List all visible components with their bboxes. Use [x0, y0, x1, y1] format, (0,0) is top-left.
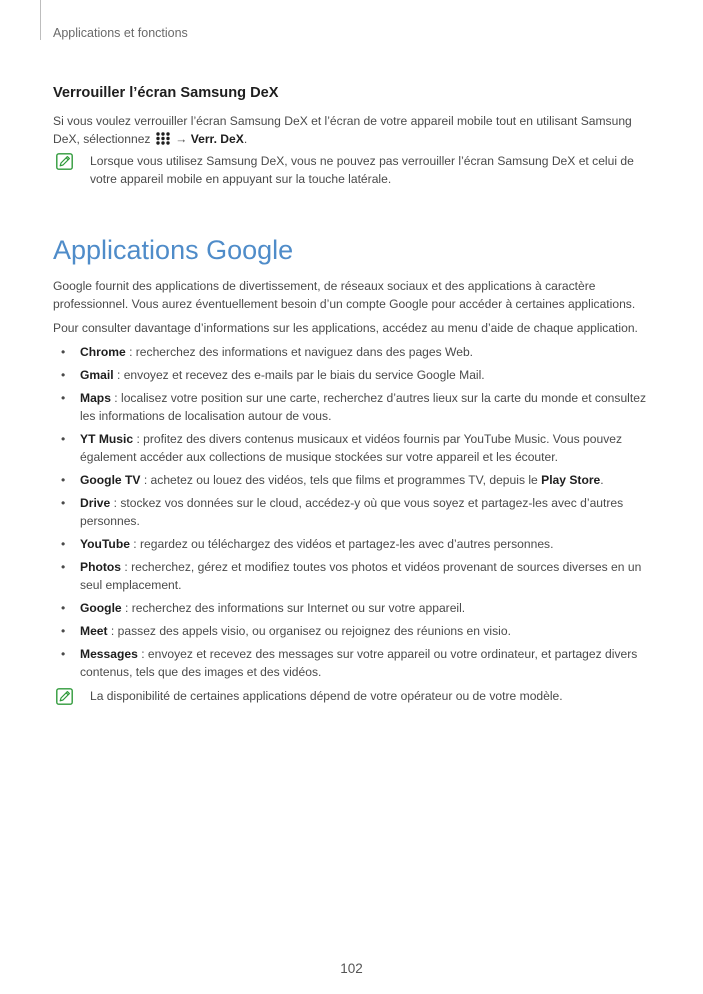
app-name: Photos — [80, 560, 121, 574]
app-desc: : envoyez et recevez des e-mails par le biais du service Google Mail. — [113, 368, 485, 382]
google-intro-1: Google fournit des applications de divertissement, de réseaux sociaux et des applications à caractère professionnel. Vous aurez éventuellement besoin d’un compte Google pour accéder à certaines applications. — [53, 279, 636, 311]
list-item-google — [53, 599, 653, 617]
app-desc: : stockez vos données sur le cloud, accédez-y où que vous soyez et partagez-les avec d’autres personnes. — [80, 496, 624, 528]
app-name: YT Music — [80, 432, 134, 446]
list-item-messages — [53, 645, 653, 681]
app-name: Google TV — [80, 473, 141, 487]
app-name: Messages — [80, 647, 138, 661]
arrow-glyph: → — [175, 132, 188, 146]
dex-instruction-text: Si vous voulez verrouiller l’écran Samsung DeX et l’écran de votre appareil mobile tout en utilisant Samsung DeX, sélectionnez — [53, 114, 632, 146]
chapter-header: Applications et fonctions — [53, 26, 188, 40]
app-desc: : passez des appels visio, ou organisez ou rejoignez des réunions en visio. — [107, 624, 511, 638]
bullet: • — [61, 496, 66, 510]
bullet: • — [61, 432, 66, 446]
app-desc: : recherchez, gérez et modifiez toutes vos photos et vidéos provenant de sources diverses en un seul emplacement. — [80, 560, 642, 592]
bullet: • — [61, 473, 66, 487]
app-desc: : regardez ou téléchargez des vidéos et partagez-les avec d’autres personnes. — [129, 537, 554, 551]
app-name: Drive — [80, 496, 111, 510]
app-name: Google — [80, 601, 122, 615]
play-store-name: Play Store — [541, 473, 601, 487]
google-note-text: La disponibilité de certaines applications dépend de votre opérateur ou de votre modèle. — [90, 689, 563, 703]
list-item-meet — [53, 622, 653, 640]
app-desc: : recherchez des informations et naviguez dans des pages Web. — [125, 345, 474, 359]
dex-note — [53, 152, 653, 188]
list-item-gmail — [53, 366, 653, 384]
app-desc: : localisez votre position sur une carte, recherchez d’autres lieux sur la carte du monde et consultez les informations de localisation autour de vous. — [80, 391, 647, 423]
google-apps-list — [53, 343, 653, 681]
app-desc: : envoyez et recevez des messages sur votre appareil ou votre ordinateur, et partagez divers contenus, tels que des images et des vidéos. — [80, 647, 638, 679]
bullet: • — [61, 368, 66, 382]
list-item-photos — [53, 558, 653, 594]
bullet: • — [61, 345, 66, 359]
list-item-youtube — [53, 535, 653, 553]
note-pencil-icon — [56, 688, 73, 705]
app-name: Gmail — [80, 368, 114, 382]
bullet: • — [61, 537, 66, 551]
list-item-yt-music — [53, 430, 653, 466]
app-name: YouTube — [80, 537, 130, 551]
dex-section-title: Verrouiller l’écran Samsung DeX — [53, 85, 279, 101]
google-intro-2: Pour consulter davantage d’informations sur les applications, accédez au menu d’aide de chaque application. — [53, 321, 638, 335]
app-name: Meet — [80, 624, 108, 638]
bullet: • — [61, 560, 66, 574]
list-item-google-tv — [53, 471, 653, 489]
page-content — [53, 84, 653, 705]
list-item-drive — [53, 494, 653, 530]
bullet: • — [61, 601, 66, 615]
page-number: 102 — [340, 961, 363, 976]
bullet: • — [61, 391, 66, 405]
google-note — [53, 687, 653, 705]
app-name: Maps — [80, 391, 111, 405]
google-section-title: Applications Google — [53, 235, 294, 265]
app-desc: : profitez des divers contenus musicaux et vidéos fournis par YouTube Music. Vous pouvez également accéder aux collections de musique stockées sur votre appareil et les écouter. — [80, 432, 623, 464]
list-item-chrome — [53, 343, 653, 361]
header-rule — [40, 0, 41, 40]
dex-instruction-end: . — [243, 132, 248, 146]
bullet: • — [61, 647, 66, 661]
dex-instruction — [53, 112, 653, 148]
bullet: • — [61, 624, 66, 638]
app-name: Chrome — [80, 345, 126, 359]
note-pencil-icon — [56, 153, 73, 170]
app-desc: : recherchez des informations sur Internet ou sur votre appareil. — [121, 601, 466, 615]
dex-note-text: Lorsque vous utilisez Samsung DeX, vous ne pouvez pas verrouiller l’écran Samsung DeX et celui de votre appareil mobile en appuyant sur la touche latérale. — [90, 154, 634, 186]
verr-dex-menu-item: Verr. DeX — [190, 132, 244, 146]
app-desc-tail: . — [600, 473, 604, 487]
list-item-maps — [53, 389, 653, 425]
apps-grid-icon — [156, 132, 170, 145]
app-desc: : achetez ou louez des vidéos, tels que films et programmes TV, depuis le — [140, 473, 542, 487]
